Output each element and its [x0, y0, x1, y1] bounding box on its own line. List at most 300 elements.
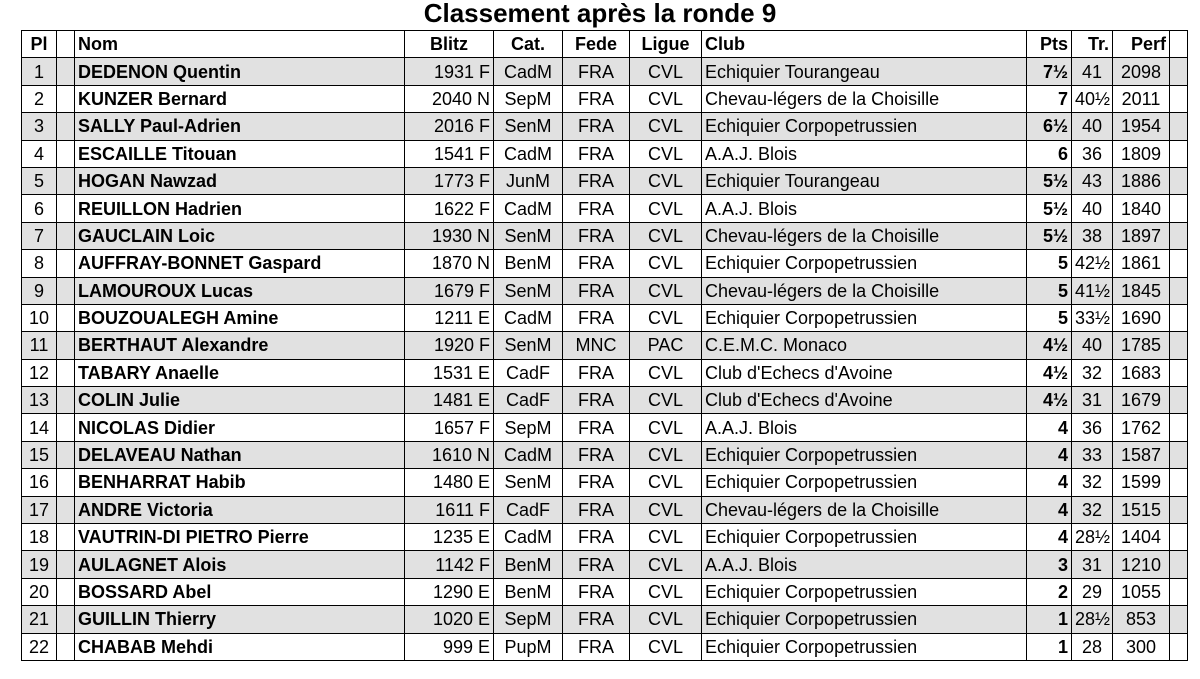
cell-spacer-right: [1170, 414, 1188, 441]
cell-nom: ESCAILLE Titouan: [75, 140, 405, 167]
cell-cat: CadM: [494, 195, 563, 222]
cell-spacer-right: [1170, 332, 1188, 359]
cell-perf: 1897: [1113, 222, 1170, 249]
cell-spacer: [57, 304, 75, 331]
cell-pts: 7½: [1027, 58, 1072, 85]
cell-pl: 20: [22, 578, 57, 605]
cell-cat: PupM: [494, 633, 563, 660]
cell-perf: 1055: [1113, 578, 1170, 605]
cell-blitz: 1481 E: [405, 387, 494, 414]
cell-tr: 41½: [1072, 277, 1113, 304]
cell-pl: 22: [22, 633, 57, 660]
cell-pl: 3: [22, 113, 57, 140]
cell-spacer-right: [1170, 633, 1188, 660]
cell-ligue: CVL: [630, 304, 702, 331]
cell-fede: MNC: [563, 332, 630, 359]
cell-pts: 5½: [1027, 195, 1072, 222]
cell-ligue: PAC: [630, 332, 702, 359]
cell-pts: 5½: [1027, 167, 1072, 194]
cell-pl: 10: [22, 304, 57, 331]
cell-perf: 853: [1113, 606, 1170, 633]
cell-ligue: CVL: [630, 387, 702, 414]
cell-fede: FRA: [563, 633, 630, 660]
cell-spacer-right: [1170, 250, 1188, 277]
cell-pts: 6: [1027, 140, 1072, 167]
cell-nom: AULAGNET Alois: [75, 551, 405, 578]
cell-spacer: [57, 85, 75, 112]
cell-pts: 5: [1027, 304, 1072, 331]
cell-ligue: CVL: [630, 113, 702, 140]
cell-ligue: CVL: [630, 58, 702, 85]
cell-blitz: 1657 F: [405, 414, 494, 441]
cell-spacer-right: [1170, 222, 1188, 249]
cell-pl: 4: [22, 140, 57, 167]
cell-perf: 1690: [1113, 304, 1170, 331]
cell-club: Echiquier Tourangeau: [702, 167, 1027, 194]
cell-tr: 38: [1072, 222, 1113, 249]
cell-club: Chevau-légers de la Choisille: [702, 496, 1027, 523]
cell-blitz: 1920 F: [405, 332, 494, 359]
cell-spacer-right: [1170, 113, 1188, 140]
cell-nom: HOGAN Nawzad: [75, 167, 405, 194]
cell-perf: 1404: [1113, 524, 1170, 551]
cell-perf: 1861: [1113, 250, 1170, 277]
cell-spacer-right: [1170, 167, 1188, 194]
table-row: [22, 85, 1188, 112]
cell-blitz: 1541 F: [405, 140, 494, 167]
table-row: [22, 606, 1188, 633]
page-title: Classement après la ronde 9: [423, 0, 777, 28]
cell-pts: 4: [1027, 414, 1072, 441]
cell-pl: 14: [22, 414, 57, 441]
cell-spacer: [57, 606, 75, 633]
cell-spacer-right: [1170, 140, 1188, 167]
cell-club: Chevau-légers de la Choisille: [702, 277, 1027, 304]
cell-club: Club d'Echecs d'Avoine: [702, 387, 1027, 414]
cell-spacer: [57, 222, 75, 249]
header-fede: Fede: [563, 31, 630, 58]
cell-tr: 40: [1072, 113, 1113, 140]
cell-spacer-right: [1170, 304, 1188, 331]
cell-ligue: CVL: [630, 633, 702, 660]
cell-perf: 1762: [1113, 414, 1170, 441]
cell-club: A.A.J. Blois: [702, 140, 1027, 167]
cell-blitz: 1211 E: [405, 304, 494, 331]
cell-spacer: [57, 195, 75, 222]
table-row: [22, 277, 1188, 304]
cell-blitz: 1773 F: [405, 167, 494, 194]
table-row: [22, 524, 1188, 551]
cell-perf: 1683: [1113, 359, 1170, 386]
cell-blitz: 1020 E: [405, 606, 494, 633]
table-row: [22, 58, 1188, 85]
cell-spacer-right: [1170, 606, 1188, 633]
cell-spacer: [57, 58, 75, 85]
cell-cat: CadM: [494, 441, 563, 468]
cell-fede: FRA: [563, 578, 630, 605]
cell-perf: 1954: [1113, 113, 1170, 140]
cell-perf: 300: [1113, 633, 1170, 660]
standings-table: [21, 30, 1188, 661]
cell-ligue: CVL: [630, 222, 702, 249]
header-pts: Pts: [1027, 31, 1072, 58]
cell-club: Echiquier Corpopetrussien: [702, 441, 1027, 468]
header-tr: Tr.: [1072, 31, 1113, 58]
cell-tr: 43: [1072, 167, 1113, 194]
cell-nom: TABARY Anaelle: [75, 359, 405, 386]
cell-pl: 13: [22, 387, 57, 414]
table-row: [22, 387, 1188, 414]
cell-spacer: [57, 277, 75, 304]
cell-pts: 6½: [1027, 113, 1072, 140]
cell-ligue: CVL: [630, 195, 702, 222]
cell-pts: 4½: [1027, 332, 1072, 359]
cell-club: Echiquier Corpopetrussien: [702, 578, 1027, 605]
cell-club: A.A.J. Blois: [702, 414, 1027, 441]
cell-cat: SenM: [494, 332, 563, 359]
cell-pts: 7: [1027, 85, 1072, 112]
cell-blitz: 1235 E: [405, 524, 494, 551]
cell-fede: FRA: [563, 441, 630, 468]
cell-pl: 1: [22, 58, 57, 85]
cell-spacer: [57, 524, 75, 551]
cell-nom: BERTHAUT Alexandre: [75, 332, 405, 359]
cell-cat: BenM: [494, 578, 563, 605]
table-row: [22, 167, 1188, 194]
header-perf: Perf: [1113, 31, 1170, 58]
cell-spacer: [57, 633, 75, 660]
cell-spacer-right: [1170, 496, 1188, 523]
cell-perf: 2098: [1113, 58, 1170, 85]
cell-pl: 12: [22, 359, 57, 386]
cell-fede: FRA: [563, 195, 630, 222]
cell-club: Chevau-légers de la Choisille: [702, 85, 1027, 112]
cell-spacer: [57, 332, 75, 359]
cell-ligue: CVL: [630, 469, 702, 496]
cell-blitz: 1870 N: [405, 250, 494, 277]
cell-nom: SALLY Paul-Adrien: [75, 113, 405, 140]
header-row: [22, 31, 1188, 58]
table-row: [22, 222, 1188, 249]
cell-blitz: 1290 E: [405, 578, 494, 605]
table-row: [22, 578, 1188, 605]
cell-blitz: 1531 E: [405, 359, 494, 386]
cell-pts: 5: [1027, 250, 1072, 277]
header-spacer: [57, 31, 75, 58]
cell-cat: CadF: [494, 496, 563, 523]
cell-perf: 1599: [1113, 469, 1170, 496]
cell-tr: 32: [1072, 469, 1113, 496]
cell-cat: CadM: [494, 58, 563, 85]
cell-ligue: CVL: [630, 496, 702, 523]
cell-cat: SenM: [494, 222, 563, 249]
cell-pts: 1: [1027, 633, 1072, 660]
table-row: [22, 633, 1188, 660]
cell-club: A.A.J. Blois: [702, 551, 1027, 578]
header-blitz: Blitz: [405, 31, 494, 58]
cell-spacer: [57, 359, 75, 386]
cell-club: Echiquier Corpopetrussien: [702, 304, 1027, 331]
cell-pl: 15: [22, 441, 57, 468]
cell-fede: FRA: [563, 469, 630, 496]
cell-tr: 40½: [1072, 85, 1113, 112]
cell-spacer-right: [1170, 524, 1188, 551]
table-row: [22, 359, 1188, 386]
cell-pl: 18: [22, 524, 57, 551]
cell-nom: AUFFRAY-BONNET Gaspard: [75, 250, 405, 277]
cell-fede: FRA: [563, 551, 630, 578]
cell-spacer-right: [1170, 387, 1188, 414]
cell-nom: COLIN Julie: [75, 387, 405, 414]
cell-club: Echiquier Tourangeau: [702, 58, 1027, 85]
cell-spacer: [57, 441, 75, 468]
cell-tr: 28½: [1072, 606, 1113, 633]
cell-blitz: 1611 F: [405, 496, 494, 523]
cell-perf: 1210: [1113, 551, 1170, 578]
cell-nom: BENHARRAT Habib: [75, 469, 405, 496]
cell-spacer-right: [1170, 469, 1188, 496]
cell-tr: 32: [1072, 496, 1113, 523]
cell-spacer-right: [1170, 277, 1188, 304]
cell-club: Echiquier Corpopetrussien: [702, 250, 1027, 277]
cell-tr: 29: [1072, 578, 1113, 605]
cell-club: Echiquier Corpopetrussien: [702, 633, 1027, 660]
cell-cat: BenM: [494, 551, 563, 578]
cell-nom: VAUTRIN-DI PIETRO Pierre: [75, 524, 405, 551]
cell-pl: 19: [22, 551, 57, 578]
cell-cat: CadM: [494, 304, 563, 331]
cell-cat: SepM: [494, 85, 563, 112]
cell-tr: 31: [1072, 387, 1113, 414]
cell-pl: 7: [22, 222, 57, 249]
cell-fede: FRA: [563, 304, 630, 331]
header-club: Club: [702, 31, 1027, 58]
cell-club: C.E.M.C. Monaco: [702, 332, 1027, 359]
cell-spacer: [57, 140, 75, 167]
cell-club: Echiquier Corpopetrussien: [702, 113, 1027, 140]
standings-body: [22, 58, 1188, 661]
table-row: [22, 551, 1188, 578]
cell-tr: 42½: [1072, 250, 1113, 277]
cell-cat: JunM: [494, 167, 563, 194]
cell-fede: FRA: [563, 606, 630, 633]
cell-tr: 28: [1072, 633, 1113, 660]
cell-cat: CadM: [494, 524, 563, 551]
cell-ligue: CVL: [630, 359, 702, 386]
table-row: [22, 332, 1188, 359]
cell-perf: 1587: [1113, 441, 1170, 468]
cell-perf: 1515: [1113, 496, 1170, 523]
cell-ligue: CVL: [630, 441, 702, 468]
cell-perf: 2011: [1113, 85, 1170, 112]
cell-pts: 1: [1027, 606, 1072, 633]
cell-nom: KUNZER Bernard: [75, 85, 405, 112]
cell-blitz: 1622 F: [405, 195, 494, 222]
cell-fede: FRA: [563, 414, 630, 441]
cell-spacer: [57, 551, 75, 578]
cell-nom: GUILLIN Thierry: [75, 606, 405, 633]
cell-perf: 1809: [1113, 140, 1170, 167]
table-row: [22, 195, 1188, 222]
cell-pts: 4½: [1027, 387, 1072, 414]
cell-club: A.A.J. Blois: [702, 195, 1027, 222]
cell-pts: 4: [1027, 496, 1072, 523]
cell-club: Echiquier Corpopetrussien: [702, 524, 1027, 551]
cell-nom: NICOLAS Didier: [75, 414, 405, 441]
cell-nom: DEDENON Quentin: [75, 58, 405, 85]
cell-fede: FRA: [563, 113, 630, 140]
cell-pl: 8: [22, 250, 57, 277]
cell-tr: 40: [1072, 195, 1113, 222]
table-row: [22, 304, 1188, 331]
table-row: [22, 496, 1188, 523]
cell-nom: ANDRE Victoria: [75, 496, 405, 523]
cell-ligue: CVL: [630, 277, 702, 304]
cell-pl: 21: [22, 606, 57, 633]
cell-ligue: CVL: [630, 140, 702, 167]
cell-spacer-right: [1170, 195, 1188, 222]
cell-nom: BOSSARD Abel: [75, 578, 405, 605]
cell-blitz: 1142 F: [405, 551, 494, 578]
cell-cat: BenM: [494, 250, 563, 277]
cell-ligue: CVL: [630, 250, 702, 277]
cell-fede: FRA: [563, 250, 630, 277]
cell-spacer-right: [1170, 85, 1188, 112]
cell-spacer: [57, 578, 75, 605]
cell-fede: FRA: [563, 85, 630, 112]
table-row: [22, 414, 1188, 441]
cell-nom: REUILLON Hadrien: [75, 195, 405, 222]
cell-spacer: [57, 250, 75, 277]
cell-blitz: 2040 N: [405, 85, 494, 112]
cell-fede: FRA: [563, 277, 630, 304]
cell-spacer-right: [1170, 578, 1188, 605]
cell-pl: 11: [22, 332, 57, 359]
header-spacer-right: [1170, 31, 1188, 58]
cell-pl: 2: [22, 85, 57, 112]
cell-ligue: CVL: [630, 167, 702, 194]
cell-cat: SenM: [494, 113, 563, 140]
cell-ligue: CVL: [630, 578, 702, 605]
cell-tr: 33: [1072, 441, 1113, 468]
cell-perf: 1785: [1113, 332, 1170, 359]
cell-pl: 5: [22, 167, 57, 194]
cell-ligue: CVL: [630, 524, 702, 551]
cell-pts: 5: [1027, 277, 1072, 304]
table-row: [22, 250, 1188, 277]
cell-ligue: CVL: [630, 414, 702, 441]
cell-club: Chevau-légers de la Choisille: [702, 222, 1027, 249]
cell-tr: 36: [1072, 140, 1113, 167]
header-cat: Cat.: [494, 31, 563, 58]
cell-tr: 41: [1072, 58, 1113, 85]
cell-cat: CadF: [494, 387, 563, 414]
cell-cat: CadF: [494, 359, 563, 386]
cell-spacer: [57, 387, 75, 414]
cell-nom: BOUZOUALEGH Amine: [75, 304, 405, 331]
cell-cat: SepM: [494, 414, 563, 441]
cell-ligue: CVL: [630, 606, 702, 633]
cell-blitz: 1931 F: [405, 58, 494, 85]
cell-perf: 1845: [1113, 277, 1170, 304]
cell-spacer: [57, 496, 75, 523]
cell-tr: 32: [1072, 359, 1113, 386]
cell-ligue: CVL: [630, 551, 702, 578]
cell-pl: 9: [22, 277, 57, 304]
cell-spacer: [57, 469, 75, 496]
cell-fede: FRA: [563, 359, 630, 386]
cell-pts: 5½: [1027, 222, 1072, 249]
cell-fede: FRA: [563, 387, 630, 414]
cell-nom: LAMOUROUX Lucas: [75, 277, 405, 304]
cell-fede: FRA: [563, 140, 630, 167]
cell-club: Club d'Echecs d'Avoine: [702, 359, 1027, 386]
cell-blitz: 2016 F: [405, 113, 494, 140]
header-pl: Pl: [22, 31, 57, 58]
cell-fede: FRA: [563, 222, 630, 249]
cell-nom: DELAVEAU Nathan: [75, 441, 405, 468]
cell-blitz: 1930 N: [405, 222, 494, 249]
cell-spacer-right: [1170, 551, 1188, 578]
cell-pts: 4: [1027, 469, 1072, 496]
cell-pts: 4½: [1027, 359, 1072, 386]
cell-cat: SenM: [494, 277, 563, 304]
cell-pl: 16: [22, 469, 57, 496]
cell-pts: 3: [1027, 551, 1072, 578]
cell-blitz: 999 E: [405, 633, 494, 660]
cell-perf: 1840: [1113, 195, 1170, 222]
cell-club: Echiquier Corpopetrussien: [702, 606, 1027, 633]
table-row: [22, 113, 1188, 140]
cell-pts: 4: [1027, 524, 1072, 551]
cell-cat: SenM: [494, 469, 563, 496]
cell-spacer: [57, 113, 75, 140]
cell-spacer-right: [1170, 441, 1188, 468]
cell-tr: 28½: [1072, 524, 1113, 551]
cell-blitz: 1610 N: [405, 441, 494, 468]
cell-nom: CHABAB Mehdi: [75, 633, 405, 660]
cell-perf: 1886: [1113, 167, 1170, 194]
cell-pts: 4: [1027, 441, 1072, 468]
cell-pl: 6: [22, 195, 57, 222]
cell-perf: 1679: [1113, 387, 1170, 414]
cell-tr: 33½: [1072, 304, 1113, 331]
cell-spacer: [57, 167, 75, 194]
cell-cat: CadM: [494, 140, 563, 167]
cell-fede: FRA: [563, 524, 630, 551]
table-row: [22, 140, 1188, 167]
cell-fede: FRA: [563, 58, 630, 85]
table-row: [22, 469, 1188, 496]
cell-tr: 36: [1072, 414, 1113, 441]
table-row: [22, 441, 1188, 468]
cell-fede: FRA: [563, 496, 630, 523]
cell-blitz: 1679 F: [405, 277, 494, 304]
cell-spacer-right: [1170, 359, 1188, 386]
cell-nom: GAUCLAIN Loic: [75, 222, 405, 249]
cell-ligue: CVL: [630, 85, 702, 112]
cell-spacer-right: [1170, 58, 1188, 85]
cell-club: Echiquier Corpopetrussien: [702, 469, 1027, 496]
cell-spacer: [57, 414, 75, 441]
header-nom: Nom: [75, 31, 405, 58]
cell-pl: 17: [22, 496, 57, 523]
header-ligue: Ligue: [630, 31, 702, 58]
cell-tr: 40: [1072, 332, 1113, 359]
cell-cat: SepM: [494, 606, 563, 633]
cell-pts: 2: [1027, 578, 1072, 605]
cell-fede: FRA: [563, 167, 630, 194]
